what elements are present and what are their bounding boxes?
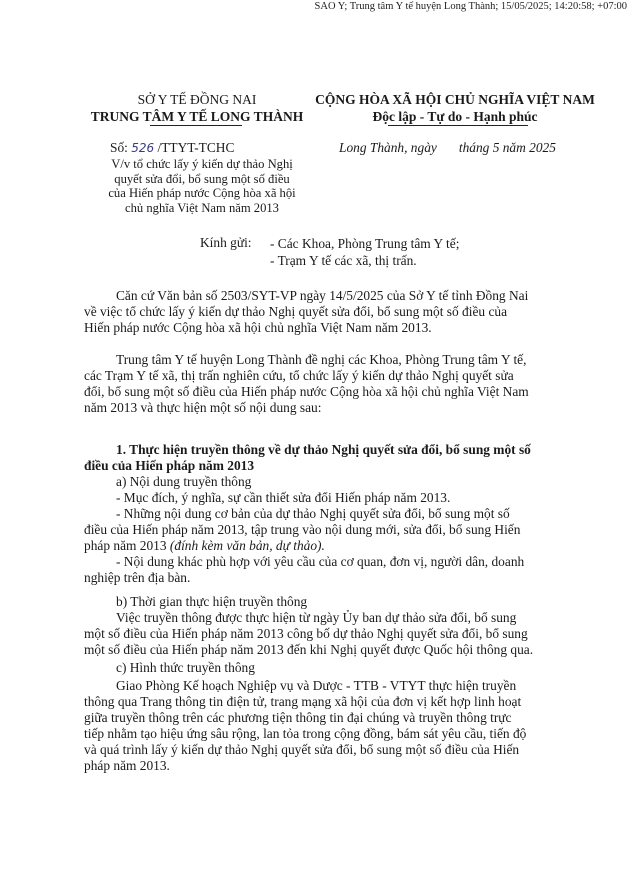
subsection-a-item-cont	[84, 538, 572, 554]
subsection-a-item-cont: điều của Hiến pháp năm 2013, tập trung vào nội dung mới, sửa đổi, bổ sung Hiến	[84, 522, 521, 537]
subsection-b-title: b) Thời gian thực hiện truyền thông	[116, 594, 308, 609]
para2-line: đổi, bổ sung một số điều của Hiến pháp nước Cộng hòa xã hội chủ nghĩa Việt Nam	[84, 384, 529, 399]
number-prefix: Số:	[110, 140, 128, 155]
number-handwritten: 526	[131, 141, 155, 155]
para1-line: về việc tổ chức lấy ý kiến dự thảo Nghị quyết sửa đổi, bổ sung một số điều của	[84, 304, 508, 319]
recipient-item: - Các Khoa, Phòng Trung tâm Y tế;	[270, 236, 460, 251]
issuing-department: SỞ Y TẾ ĐỒNG NAI	[137, 92, 257, 107]
date-rest: tháng 5 năm 2025	[458, 140, 556, 155]
issuing-organization: TRUNG TÂM Y TẾ LONG THÀNH	[90, 109, 304, 124]
header-left-rule	[150, 125, 242, 126]
text-run: pháp năm 2013	[84, 538, 167, 553]
subsection-c-line: thông qua Trang thông tin điện tử, trang mạng xã hội của đơn vị kết hợp linh hoạt	[84, 694, 522, 709]
subsection-b-line: một số điều của Hiến pháp năm 2013 công bố dự thảo Nghị quyết sửa đổi, bổ sung	[84, 626, 528, 641]
para2-line: Trung tâm Y tế huyện Long Thành đề nghị các Khoa, Phòng Trung tâm Y tế,	[116, 352, 527, 367]
date-place: Long Thành, ngày	[339, 140, 437, 155]
subsection-a-item: - Nội dung khác phù hợp với yêu cầu của cơ quan, đơn vị, người dân, doanh	[116, 554, 525, 569]
subsection-b-line: Việc truyền thông được thực hiện từ ngày Ủy ban dự thảo sửa đổi, bổ sung	[116, 610, 517, 625]
date-line	[339, 140, 556, 156]
para2-line: năm 2013 và thực hiện một số nội dung sau:	[84, 400, 322, 415]
subject-line: của Hiến pháp nước Cộng hòa xã hội	[108, 186, 296, 200]
document-number	[110, 140, 234, 156]
subject-line: V/v tổ chức lấy ý kiến dự thảo Nghị	[111, 157, 293, 171]
section1-heading-cont: điều của Hiến pháp năm 2013	[84, 458, 255, 473]
subsection-a-title: a) Nội dung truyền thông	[116, 474, 252, 489]
attachment-note: (đính kèm văn bản, dự thảo).	[169, 538, 325, 553]
recipient-item: - Trạm Y tế các xã, thị trấn.	[270, 253, 417, 268]
subsection-c-line: và quá trình lấy ý kiến dự thảo Nghị quyết sửa đổi, bổ sung một số điều của Hiến	[84, 742, 520, 757]
recipients-label: Kính gửi:	[200, 235, 252, 250]
section1-heading: 1. Thực hiện truyền thông về dự thảo Nghị quyết sửa đổi, bổ sung một số	[116, 442, 531, 457]
para1-line: Căn cứ Văn bản số 2503/SYT-VP ngày 14/5/2025 của Sở Y tế tỉnh Đồng Nai	[116, 288, 529, 303]
subsection-c-line: pháp năm 2013.	[84, 758, 170, 773]
subsection-a-item: - Những nội dung cơ bản của dự thảo Nghị quyết sửa đổi, bổ sung một số	[116, 506, 510, 521]
nation-title: CỘNG HÒA XÃ HỘI CHỦ NGHĨA VIỆT NAM	[315, 92, 595, 107]
subsection-a-item: - Mục đích, ý nghĩa, sự cần thiết sửa đổi Hiến pháp năm 2013.	[116, 490, 451, 505]
subsection-c-title: c) Hình thức truyền thông	[116, 660, 255, 675]
document-subject	[72, 157, 332, 215]
header-right-rule	[388, 125, 528, 126]
para1-line: Hiến pháp nước Cộng hòa xã hội chủ nghĩa Việt Nam năm 2013.	[84, 320, 432, 335]
number-suffix: /TTYT-TCHC	[157, 140, 235, 155]
subject-line: chủ nghĩa Việt Nam năm 2013	[125, 200, 279, 215]
header-left	[62, 92, 332, 125]
header-right	[305, 92, 605, 125]
subsection-c-line: giữa truyền thông trên các phương tiện thông tin đại chúng và truyền thông trực	[84, 710, 512, 725]
subsection-a-item-cont: nghiệp trên địa bàn.	[84, 570, 191, 585]
digital-signature-stamp: SAO Y; Trung tâm Y tế huyện Long Thành; 15/05/2025; 14:20:58; +07:00	[314, 1, 627, 12]
subject-line: quyết sửa đổi, bổ sung một số điều	[114, 171, 290, 186]
para2-line: các Trạm Y tế xã, thị trấn nghiên cứu, tổ chức lấy ý kiến dự thảo Nghị quyết sửa	[84, 368, 514, 383]
subsection-c-line: tiếp nhằm tạo hiệu ứng sâu rộng, lan tỏa trong cộng đồng, bám sát yêu cầu, tiến độ	[84, 726, 527, 741]
subsection-c-line: Giao Phòng Kế hoạch Nghiệp vụ và Dược - TTB - VTYT thực hiện truyền	[116, 678, 517, 693]
recipients-list	[270, 235, 459, 269]
national-motto: Độc lập - Tự do - Hạnh phúc	[372, 109, 538, 124]
subsection-b-line: một số điều của Hiến pháp năm 2013 đến khi Nghị quyết được Quốc hội thông qua.	[84, 642, 534, 657]
